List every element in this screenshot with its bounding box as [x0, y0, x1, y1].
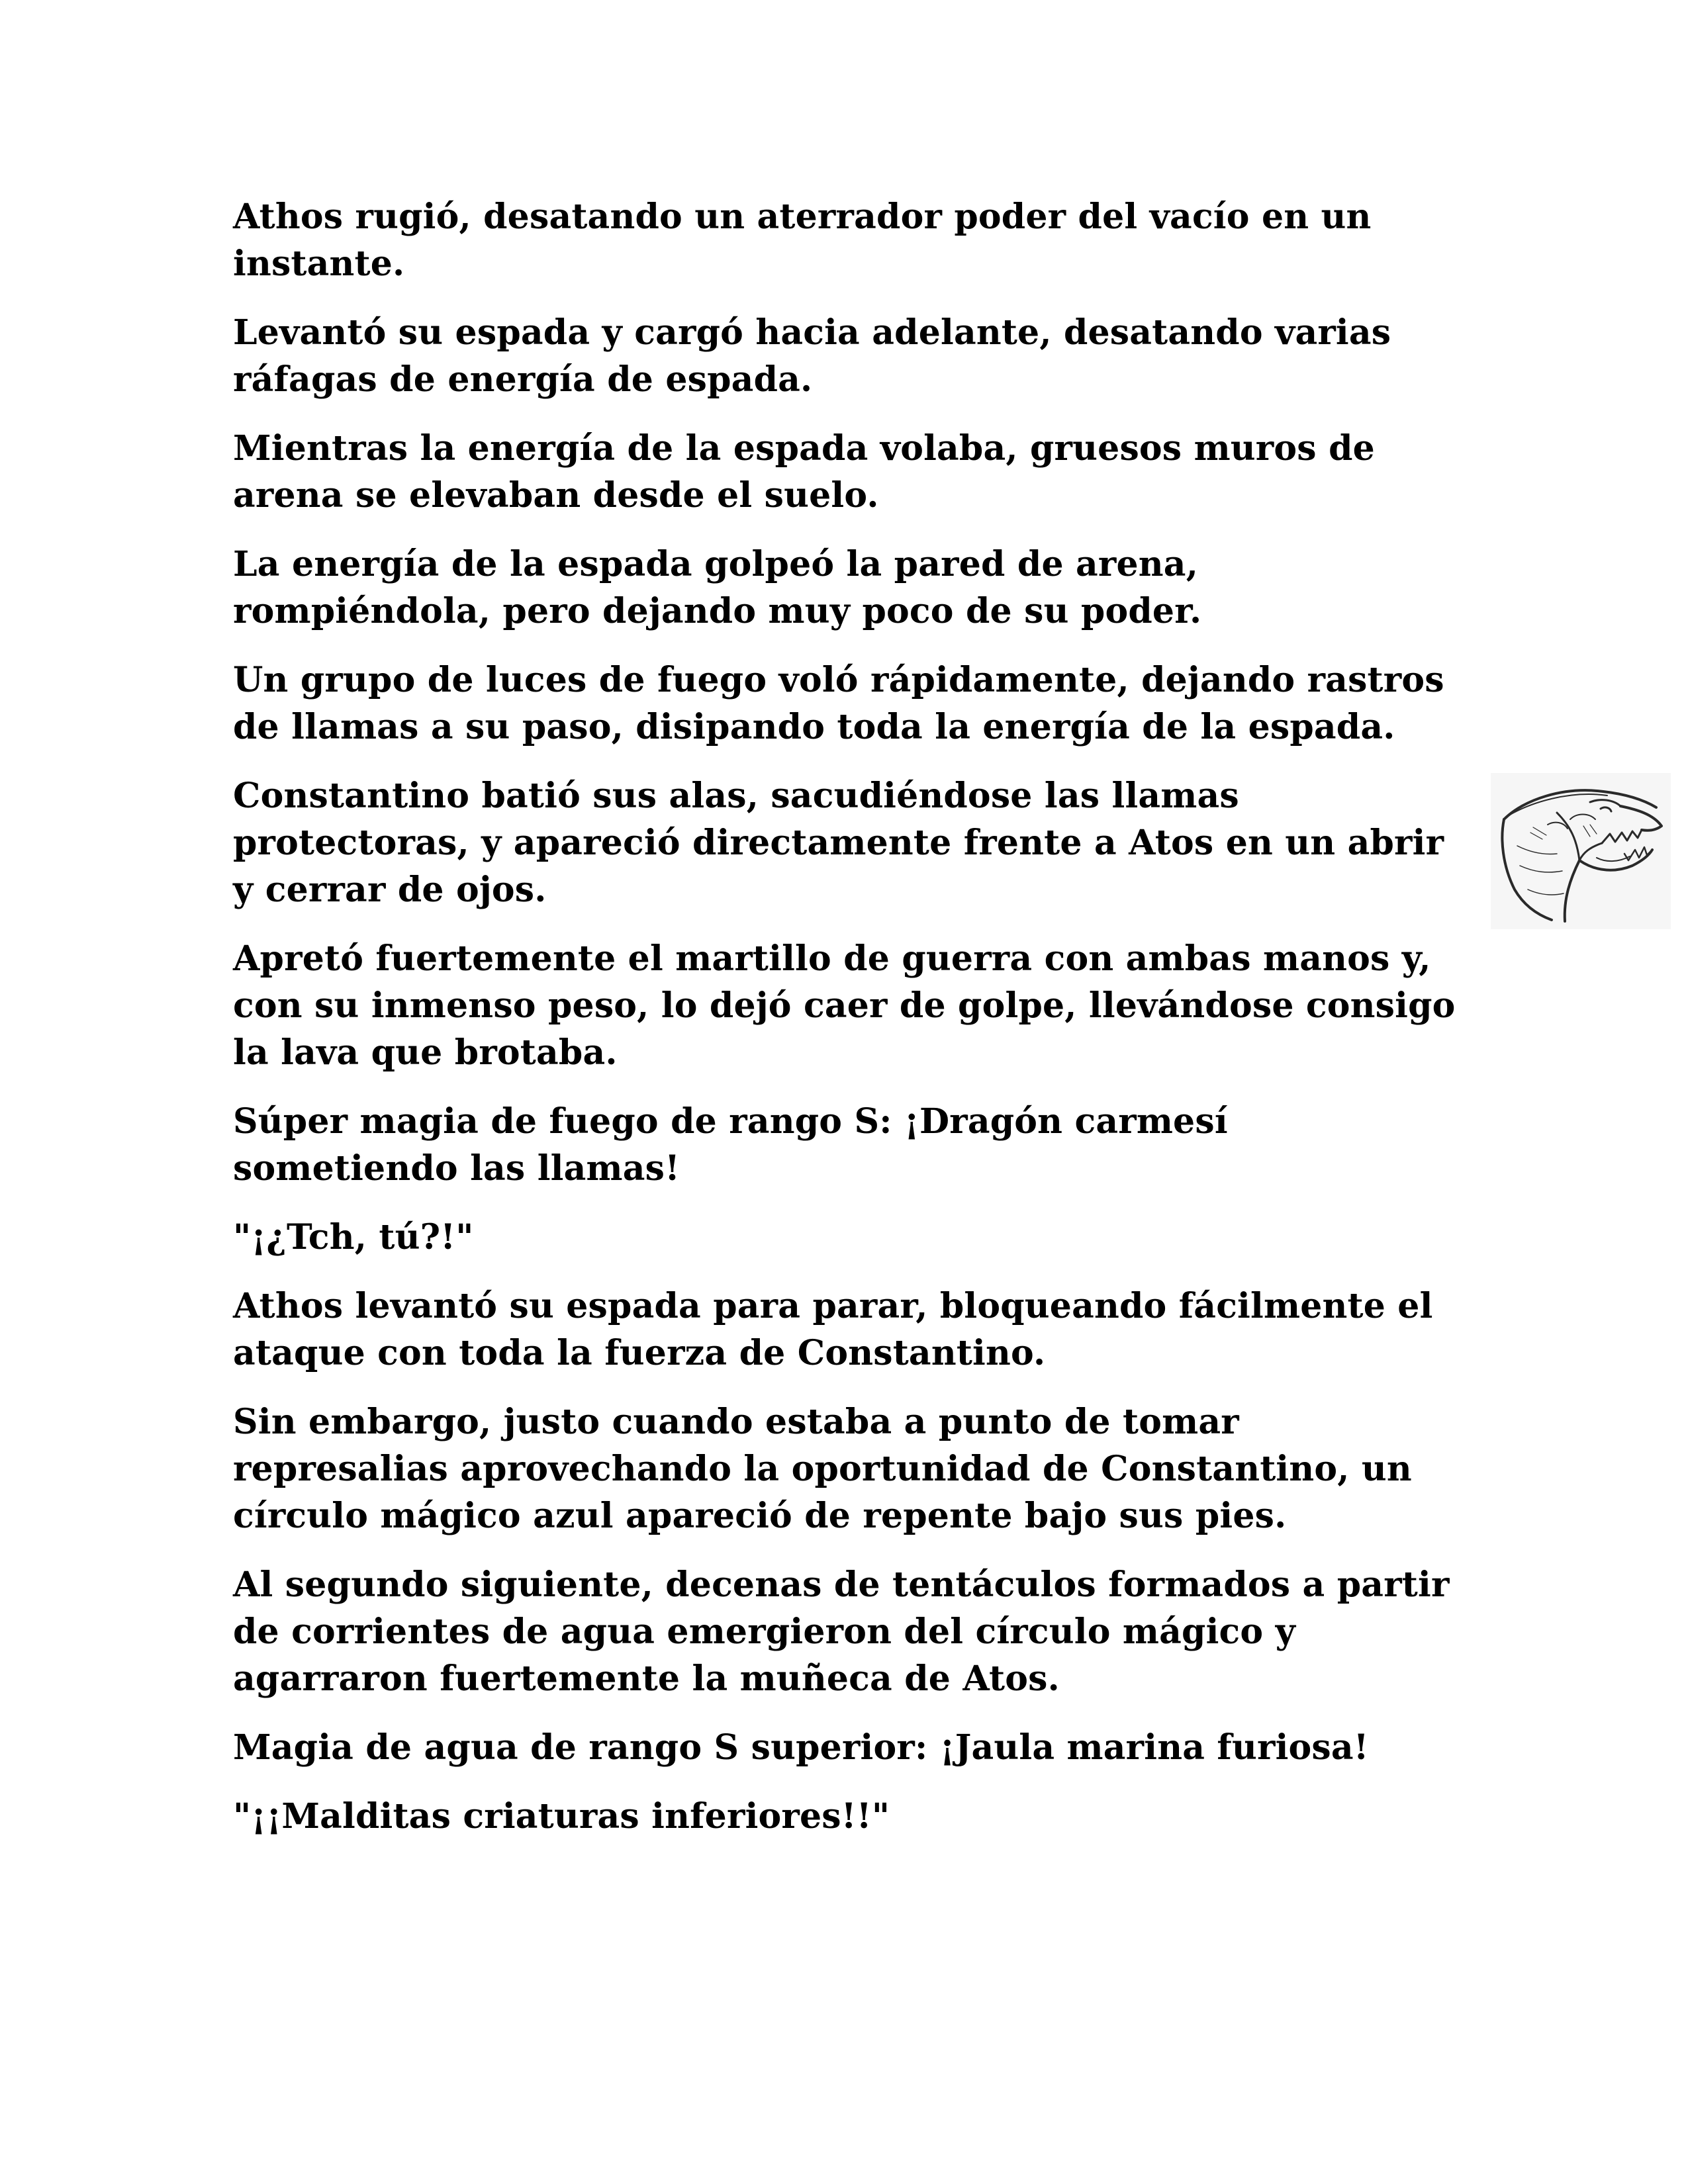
- paragraph: Un grupo de luces de fuego voló rápidamente, dejando rastros de llamas a su paso, disipando toda la energía de la espada.: [233, 660, 1444, 747]
- paragraph: Levantó su espada y cargó hacia adelante, desatando varias ráfagas de energía de espada.: [233, 312, 1391, 400]
- paragraph: La energía de la espada golpeó la pared de arena, rompiéndola, pero dejando muy poco de su poder.: [233, 544, 1202, 631]
- paragraph: Constantino batió sus alas, sacudiéndose las llamas protectoras, y apareció directamente frente a Atos en un abrir y cerrar de ojos.: [233, 776, 1444, 910]
- paragraph: Súper magia de fuego de rango S: ¡Dragón carmesí sometiendo las llamas!: [233, 1101, 1228, 1189]
- paragraph: Magia de agua de rango S superior: ¡Jaula marina furiosa!: [233, 1727, 1369, 1768]
- dinosaur-sketch-drawing: [1491, 773, 1671, 929]
- paragraph: Mientras la energía de la espada volaba, gruesos muros de arena se elevaban desde el suelo.: [233, 428, 1375, 516]
- paragraph: "¡¿Tch, tú?!": [233, 1217, 474, 1257]
- paragraph: Sin embargo, justo cuando estaba a punto de tomar represalias aprovechando la oportunidad de Constantino, un círculo mágico azul apareció de repente bajo sus pies.: [233, 1402, 1412, 1536]
- paragraph: "¡¡Malditas criaturas inferiores!!": [233, 1796, 890, 1837]
- paragraph: Apretó fuertemente el martillo de guerra con ambas manos y, con su inmenso peso, lo dejó caer de golpe, llevándose consigo la lava que brotaba.: [233, 938, 1456, 1073]
- paragraph: Athos rugió, desatando un aterrador poder del vacío en un instante.: [233, 197, 1372, 284]
- paragraph: Al segundo siguiente, decenas de tentáculos formados a partir de corrientes de agua emergieron del círculo mágico y agarraron fuertemente la muñeca de Atos.: [233, 1565, 1450, 1699]
- story-text: [233, 193, 1458, 1862]
- paragraph: Athos levantó su espada para parar, bloqueando fácilmente el ataque con toda la fuerza de Constantino.: [233, 1286, 1433, 1373]
- dinosaur-head-sketch-icon: [1491, 773, 1671, 929]
